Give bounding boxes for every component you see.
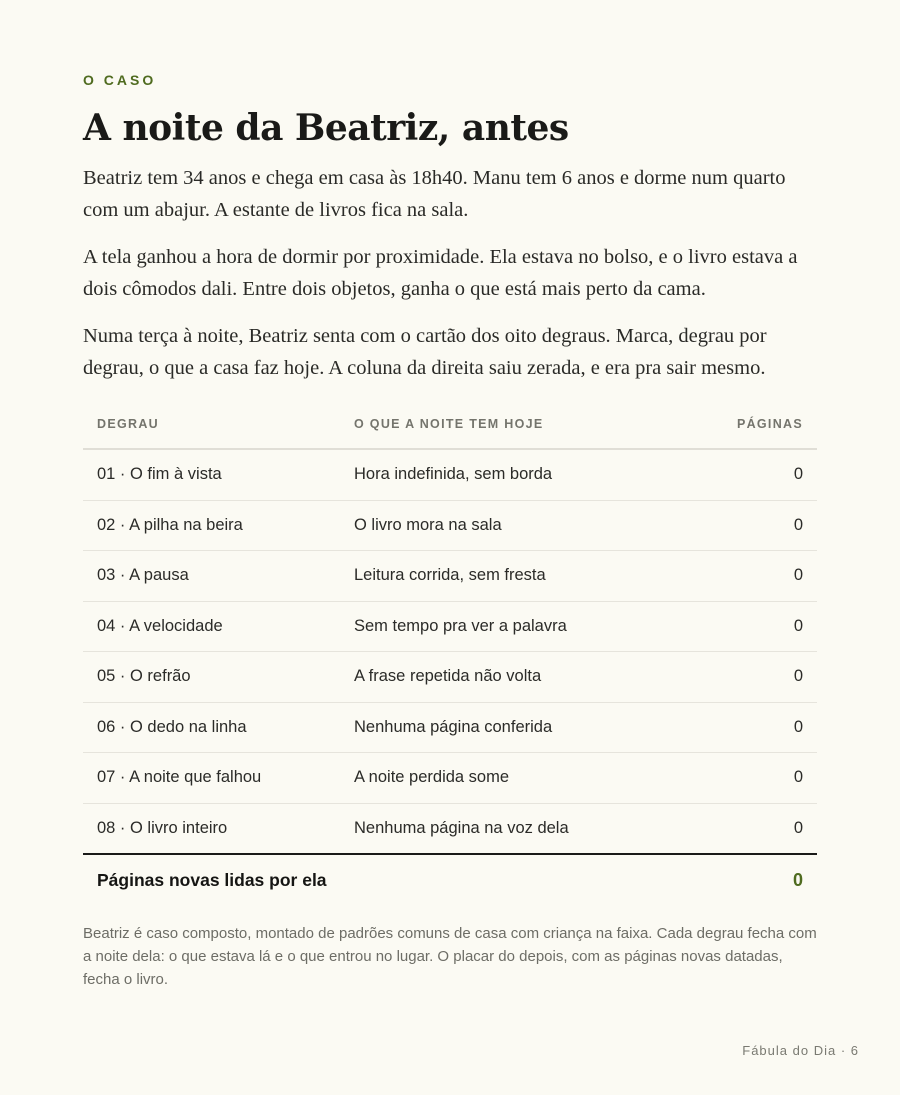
cell-step: 04 · A velocidade [97, 616, 223, 635]
cell-pages: 0 [793, 515, 803, 534]
table-row [83, 703, 817, 754]
column-header-step: DEGRAU [97, 417, 159, 431]
cell-step: 07 · A noite que falhou [97, 768, 262, 787]
table-row [83, 602, 817, 653]
table-total-row [83, 853, 817, 907]
table-row [83, 551, 817, 602]
table-row [83, 450, 817, 501]
cell-step: 01 · O fim à vista [97, 465, 222, 484]
column-header-tonight: O QUE A NOITE TEM HOJE [354, 417, 544, 431]
cell-tonight: Nenhuma página conferida [354, 717, 553, 736]
cell-pages: 0 [793, 768, 803, 787]
cell-pages: 0 [793, 465, 803, 484]
cell-step: 02 · A pilha na beira [97, 515, 243, 534]
intro-paragraph: A tela ganhou a hora de dormir por proximidade. Ela estava no bolso, e o livro estava a dois cômodos dali. Entre dois objetos, ganha o que está mais perto da cama. [83, 246, 798, 300]
cell-tonight: O livro mora na sala [354, 515, 502, 534]
cell-step: 06 · O dedo na linha [97, 717, 247, 736]
table-header [83, 400, 817, 450]
cell-tonight: Sem tempo pra ver a palavra [354, 616, 567, 635]
footnote: Beatriz é caso composto, montado de padrões comuns de casa com criança na faixa. Cada degrau fecha com a noite dela: o que estava lá e o que entrou no lugar. O placar do depois, com as páginas novas datadas, fecha o livro. [83, 925, 817, 988]
total-value: 0 [792, 869, 803, 890]
table-row [83, 501, 817, 552]
section-eyebrow: O CASO [83, 72, 157, 88]
table-body [83, 450, 817, 855]
cell-pages: 0 [793, 717, 803, 736]
cell-pages: 0 [793, 667, 803, 686]
cell-tonight: Hora indefinida, sem borda [354, 465, 553, 484]
page-title: A noite da Beatriz, antes [83, 107, 569, 149]
cell-pages: 0 [793, 818, 803, 837]
table-row [83, 753, 817, 804]
intro-paragraph: Beatriz tem 34 anos e chega em casa às 18h40. Manu tem 6 anos e dorme num quarto com um abajur. A estante de livros fica na sala. [83, 167, 786, 221]
intro-text [83, 162, 817, 399]
table-row [83, 804, 817, 856]
cell-tonight: A frase repetida não volta [354, 667, 542, 686]
cell-step: 08 · O livro inteiro [97, 818, 228, 837]
table-row [83, 652, 817, 703]
column-header-pages: PÁGINAS [736, 417, 803, 431]
cell-tonight: Nenhuma página na voz dela [354, 818, 569, 837]
total-label: Páginas novas lidas por ela [97, 869, 327, 890]
steps-table [83, 400, 817, 855]
page-footer: Fábula do Dia · 6 [742, 1043, 859, 1058]
cell-tonight: Leitura corrida, sem fresta [354, 566, 546, 585]
cell-tonight: A noite perdida some [354, 768, 510, 787]
cell-pages: 0 [793, 616, 803, 635]
cell-step: 05 · O refrão [97, 667, 191, 686]
cell-pages: 0 [793, 566, 803, 585]
intro-paragraph: Numa terça à noite, Beatriz senta com o cartão dos oito degraus. Marca, degrau por degrau, o que a casa faz hoje. A coluna da direita saiu zerada, e era pra sair mesmo. [83, 325, 767, 379]
cell-step: 03 · A pausa [97, 566, 189, 585]
